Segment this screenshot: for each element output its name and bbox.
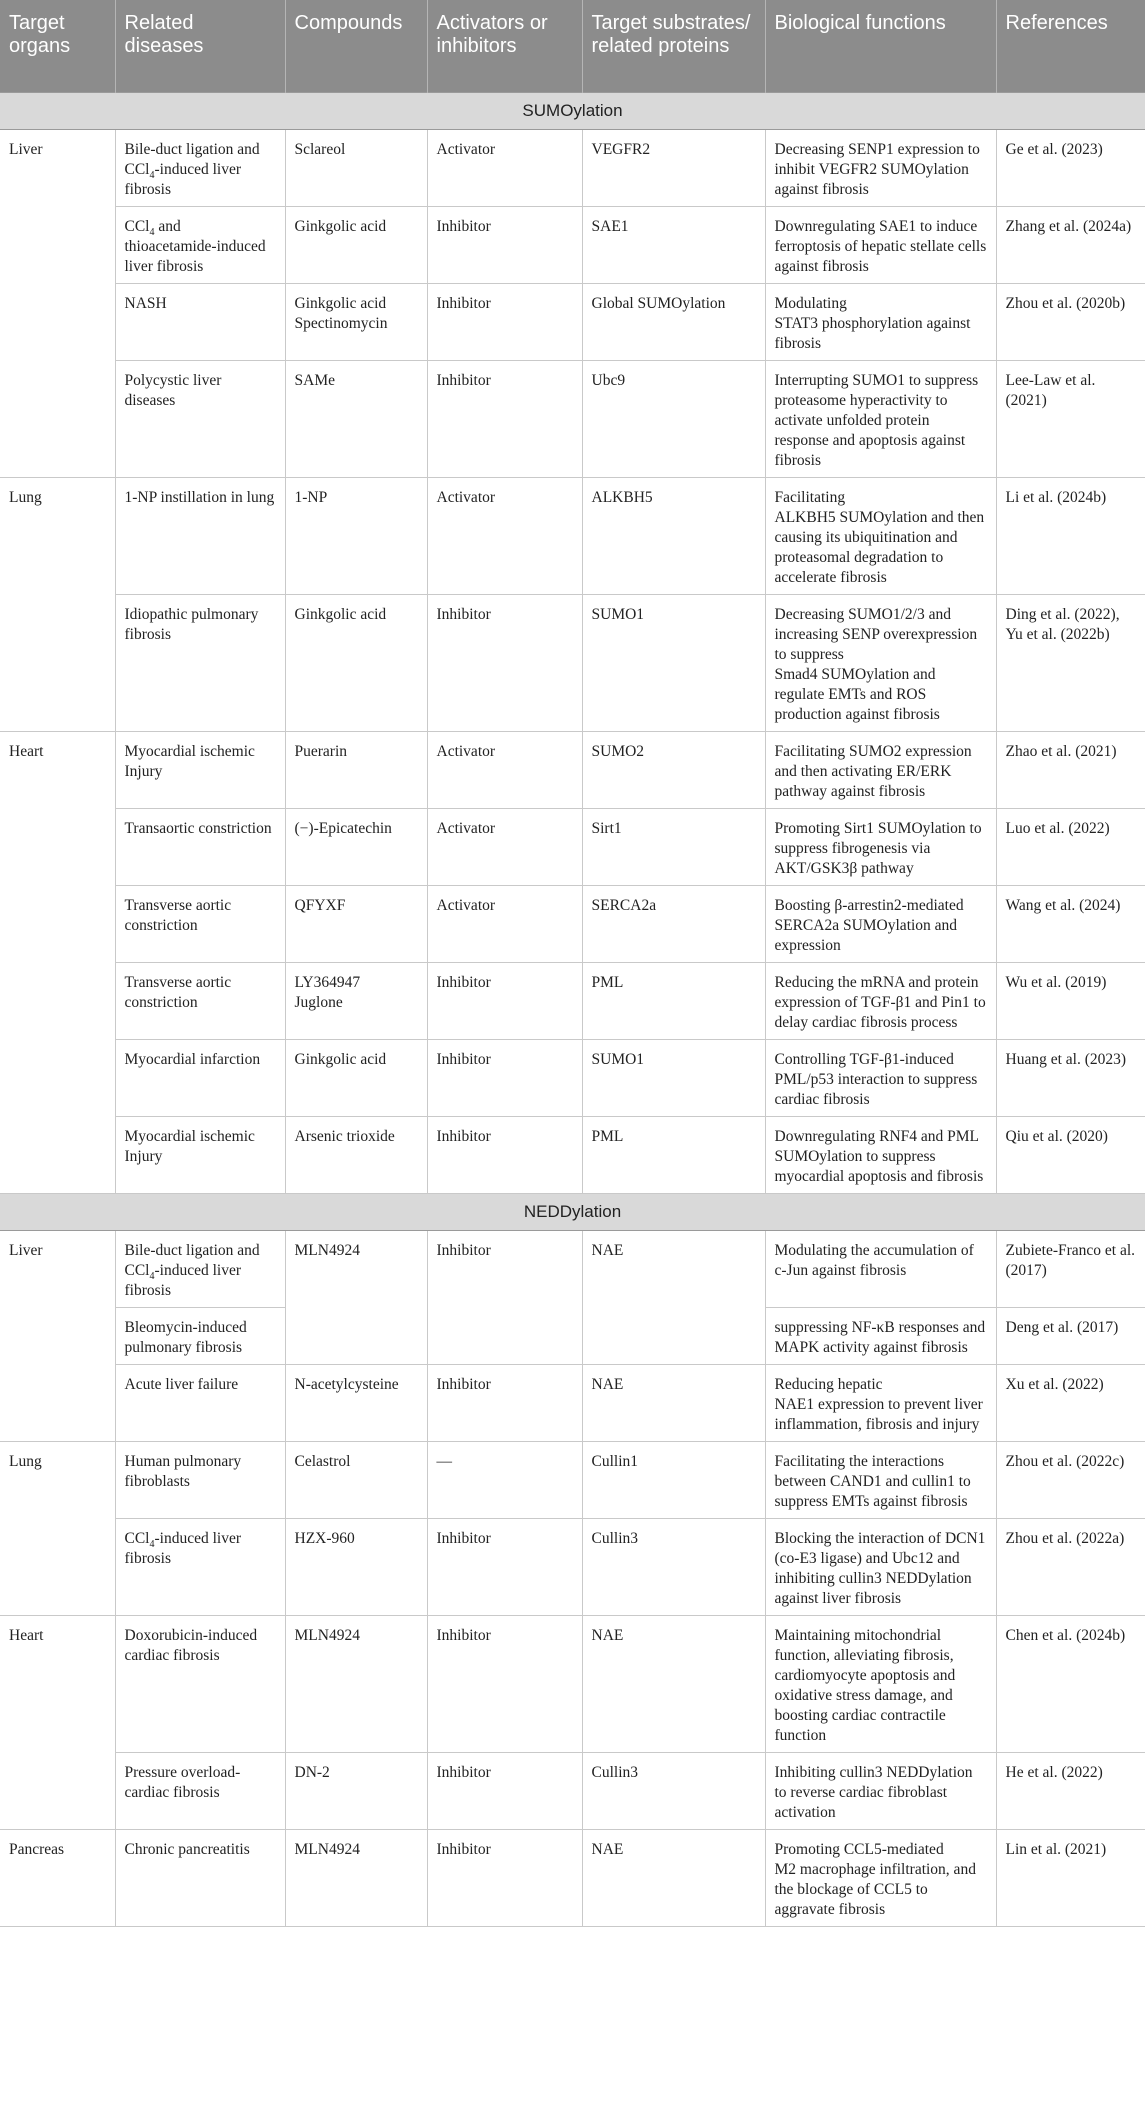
cell-related-disease: Transverse aortic constriction [115, 963, 285, 1040]
cell-target-substrate: Ubc9 [582, 361, 765, 478]
cell-target-substrate: VEGFR2 [582, 130, 765, 207]
cell-target-substrate: PML [582, 963, 765, 1040]
cell-target-organ: Heart [0, 1616, 115, 1830]
cell-related-disease: Idiopathic pulmonary fibrosis [115, 595, 285, 732]
cell-activator-inhibitor: Activator [427, 478, 582, 595]
cell-reference: Zhou et al. (2022c) [996, 1442, 1145, 1519]
cell-activator-inhibitor: Inhibitor [427, 1040, 582, 1117]
cell-reference: Zhao et al. (2021) [996, 732, 1145, 809]
cell-related-disease: Bleomycin-induced pulmonary fibrosis [115, 1308, 285, 1365]
cell-related-disease: CCl$_4$-induced liver fibrosis [115, 1519, 285, 1616]
cell-reference: He et al. (2022) [996, 1753, 1145, 1830]
table-row [0, 1040, 1145, 1117]
cell-target-organ: Liver [0, 1231, 115, 1442]
cell-related-disease: Polycystic liver diseases [115, 361, 285, 478]
table-row [0, 1519, 1145, 1616]
cell-activator-inhibitor: Inhibitor [427, 1753, 582, 1830]
cell-activator-inhibitor: Inhibitor [427, 361, 582, 478]
cell-biological-function: Inhibiting cullin3 NEDDylation to reverse cardiac fibroblast activation [765, 1753, 996, 1830]
table-row [0, 284, 1145, 361]
cell-reference: Zhang et al. (2024a) [996, 207, 1145, 284]
cell-related-disease: NASH [115, 284, 285, 361]
cell-reference: Zhou et al. (2020b) [996, 284, 1145, 361]
cell-biological-function: Downregulating SAE1 to induce ferroptosis of hepatic stellate cells against fibrosis [765, 207, 996, 284]
cell-biological-function: Facilitating SUMO2 expression and then activating ER/ERK pathway against fibrosis [765, 732, 996, 809]
cell-reference: Wang et al. (2024) [996, 886, 1145, 963]
cell-biological-function: suppressing NF-κB responses and MAPK activity against fibrosis [765, 1308, 996, 1365]
cell-reference: Ge et al. (2023) [996, 130, 1145, 207]
section-row [0, 93, 1145, 130]
cell-target-substrate: ALKBH5 [582, 478, 765, 595]
cell-target-substrate: SERCA2a [582, 886, 765, 963]
cell-biological-function: Reducing hepatic NAE1 expression to prevent liver inflammation, fibrosis and injury [765, 1365, 996, 1442]
section-title: NEDDylation [0, 1194, 1145, 1231]
table-row [0, 1365, 1145, 1442]
cell-related-disease: Pressure overload-cardiac fibrosis [115, 1753, 285, 1830]
header-related-diseases: Related diseases [115, 0, 285, 93]
table-row [0, 809, 1145, 886]
cell-reference: Zubiete-Franco et al. (2017) [996, 1231, 1145, 1308]
cell-activator-inhibitor: Activator [427, 886, 582, 963]
cell-activator-inhibitor: Inhibitor [427, 1830, 582, 1927]
table-row [0, 1616, 1145, 1753]
cell-target-substrate: NAE [582, 1616, 765, 1753]
section-row [0, 1194, 1145, 1231]
cell-compound: DN-2 [285, 1753, 427, 1830]
cell-reference: Ding et al. (2022), Yu et al. (2022b) [996, 595, 1145, 732]
cell-target-substrate: Global SUMOylation [582, 284, 765, 361]
cell-compound: HZX-960 [285, 1519, 427, 1616]
cell-biological-function: Promoting Sirt1 SUMOylation to suppress fibrogenesis via AKT/GSK3β pathway [765, 809, 996, 886]
table-row [0, 1753, 1145, 1830]
cell-reference: Zhou et al. (2022a) [996, 1519, 1145, 1616]
cell-target-substrate: Cullin3 [582, 1753, 765, 1830]
cell-related-disease: Human pulmonary fibroblasts [115, 1442, 285, 1519]
cell-related-disease: Bile-duct ligation and CCl$_4$-induced liver fibrosis [115, 130, 285, 207]
header-target-organs: Target organs [0, 0, 115, 93]
cell-target-organ: Lung [0, 478, 115, 732]
cell-activator-inhibitor: Inhibitor [427, 1616, 582, 1753]
cell-related-disease: Bile-duct ligation and CCl$_4$-induced liver fibrosis [115, 1231, 285, 1308]
cell-biological-function: Interrupting SUMO1 to suppress proteasome hyperactivity to activate unfolded protein response and apoptosis against fibrosis [765, 361, 996, 478]
cell-biological-function: Modulating STAT3 phosphorylation against fibrosis [765, 284, 996, 361]
cell-activator-inhibitor: Inhibitor [427, 284, 582, 361]
cell-activator-inhibitor: Inhibitor [427, 1519, 582, 1616]
cell-compound: MLN4924 [285, 1616, 427, 1753]
section-title: SUMOylation [0, 93, 1145, 130]
cell-biological-function: Controlling TGF-β1-induced PML/p53 interaction to suppress cardiac fibrosis [765, 1040, 996, 1117]
cell-target-substrate: Cullin1 [582, 1442, 765, 1519]
cell-target-organ: Liver [0, 130, 115, 478]
cell-compound: Ginkgolic acid Spectinomycin [285, 284, 427, 361]
cell-reference: Deng et al. (2017) [996, 1308, 1145, 1365]
cell-biological-function: Maintaining mitochondrial function, alleviating fibrosis, cardiomyocyte apoptosis and oxidative stress damage, and boosting cardiac contractile function [765, 1616, 996, 1753]
cell-target-substrate: SAE1 [582, 207, 765, 284]
cell-target-substrate: SUMO1 [582, 595, 765, 732]
cell-biological-function: Blocking the interaction of DCN1 (co-E3 ligase) and Ubc12 and inhibiting cullin3 NEDDylation against liver fibrosis [765, 1519, 996, 1616]
table-row [0, 130, 1145, 207]
cell-target-organ: Pancreas [0, 1830, 115, 1927]
cell-related-disease: Myocardial infarction [115, 1040, 285, 1117]
cell-reference: Xu et al. (2022) [996, 1365, 1145, 1442]
cell-activator-inhibitor: Inhibitor [427, 207, 582, 284]
table-row [0, 1231, 1145, 1308]
cell-activator-inhibitor: Inhibitor [427, 1365, 582, 1442]
table-row [0, 595, 1145, 732]
cell-compound: Ginkgolic acid [285, 207, 427, 284]
cell-related-disease: Chronic pancreatitis [115, 1830, 285, 1927]
header-compounds: Compounds [285, 0, 427, 93]
header-row [0, 0, 1145, 93]
table-row [0, 1117, 1145, 1194]
cell-compound: MLN4924 [285, 1231, 427, 1365]
cell-activator-inhibitor: Inhibitor [427, 595, 582, 732]
cell-reference: Lin et al. (2021) [996, 1830, 1145, 1927]
cell-compound: Puerarin [285, 732, 427, 809]
cell-biological-function: Facilitating ALKBH5 SUMOylation and then causing its ubiquitination and proteasomal degradation to accelerate fibrosis [765, 478, 996, 595]
cell-compound: N-acetylcysteine [285, 1365, 427, 1442]
cell-compound: Sclareol [285, 130, 427, 207]
cell-reference: Lee-Law et al. (2021) [996, 361, 1145, 478]
cell-compound: LY364947 Juglone [285, 963, 427, 1040]
cell-target-substrate: PML [582, 1117, 765, 1194]
cell-compound: MLN4924 [285, 1830, 427, 1927]
table-row [0, 361, 1145, 478]
cell-compound: QFYXF [285, 886, 427, 963]
cell-target-organ: Heart [0, 732, 115, 1194]
cell-compound: SAMe [285, 361, 427, 478]
cell-activator-inhibitor: Activator [427, 130, 582, 207]
cell-biological-function: Decreasing SUMO1/2/3 and increasing SENP overexpression to suppress Smad4 SUMOylation and regulate EMTs and ROS production against fibrosis [765, 595, 996, 732]
cell-reference: Qiu et al. (2020) [996, 1117, 1145, 1194]
cell-reference: Chen et al. (2024b) [996, 1616, 1145, 1753]
cell-activator-inhibitor: Activator [427, 809, 582, 886]
cell-related-disease: Myocardial ischemic Injury [115, 1117, 285, 1194]
cell-activator-inhibitor: Inhibitor [427, 963, 582, 1040]
header-references: References [996, 0, 1145, 93]
cell-compound: Arsenic trioxide [285, 1117, 427, 1194]
cell-target-substrate: Cullin3 [582, 1519, 765, 1616]
table-row [0, 207, 1145, 284]
header-biological-functions: Biological functions [765, 0, 996, 93]
cell-related-disease: Transaortic constriction [115, 809, 285, 886]
cell-activator-inhibitor: Inhibitor [427, 1117, 582, 1194]
cell-related-disease: Transverse aortic constriction [115, 886, 285, 963]
cell-related-disease: Myocardial ischemic Injury [115, 732, 285, 809]
table-row [0, 886, 1145, 963]
cell-target-substrate: NAE [582, 1830, 765, 1927]
cell-target-substrate: SUMO1 [582, 1040, 765, 1117]
table-row [0, 1830, 1145, 1927]
table-body [0, 93, 1145, 1927]
cell-biological-function: Reducing the mRNA and protein expression of TGF-β1 and Pin1 to delay cardiac fibrosis process [765, 963, 996, 1040]
cell-target-substrate: Sirt1 [582, 809, 765, 886]
cell-biological-function: Downregulating RNF4 and PML SUMOylation to suppress myocardial apoptosis and fibrosis [765, 1117, 996, 1194]
cell-compound: 1-NP [285, 478, 427, 595]
cell-reference: Li et al. (2024b) [996, 478, 1145, 595]
cell-activator-inhibitor: Inhibitor [427, 1231, 582, 1365]
cell-target-substrate: NAE [582, 1365, 765, 1442]
cell-compound: Ginkgolic acid [285, 1040, 427, 1117]
table-row [0, 1442, 1145, 1519]
cell-compound: Celastrol [285, 1442, 427, 1519]
cell-activator-inhibitor: — [427, 1442, 582, 1519]
cell-biological-function: Facilitating the interactions between CAND1 and cullin1 to suppress EMTs against fibrosis [765, 1442, 996, 1519]
cell-target-organ: Lung [0, 1442, 115, 1616]
cell-related-disease: Acute liver failure [115, 1365, 285, 1442]
header-target-substrates: Target substrates/ related proteins [582, 0, 765, 93]
cell-reference: Wu et al. (2019) [996, 963, 1145, 1040]
cell-reference: Luo et al. (2022) [996, 809, 1145, 886]
cell-compound: Ginkgolic acid [285, 595, 427, 732]
cell-related-disease: 1-NP instillation in lung [115, 478, 285, 595]
cell-biological-function: Decreasing SENP1 expression to inhibit VEGFR2 SUMOylation against fibrosis [765, 130, 996, 207]
cell-reference: Huang et al. (2023) [996, 1040, 1145, 1117]
cell-compound: (−)-Epicatechin [285, 809, 427, 886]
cell-target-substrate: SUMO2 [582, 732, 765, 809]
cell-activator-inhibitor: Activator [427, 732, 582, 809]
cell-biological-function: Promoting CCL5-mediated M2 macrophage infiltration, and the blockage of CCL5 to aggravate fibrosis [765, 1830, 996, 1927]
cell-related-disease: Doxorubicin-induced cardiac fibrosis [115, 1616, 285, 1753]
table-row [0, 478, 1145, 595]
table-row [0, 963, 1145, 1040]
cell-biological-function: Boosting β-arrestin2-mediated SERCA2a SUMOylation and expression [765, 886, 996, 963]
cell-related-disease: CCl$_4$ and thioacetamide-induced liver fibrosis [115, 207, 285, 284]
cell-biological-function: Modulating the accumulation of c-Jun against fibrosis [765, 1231, 996, 1308]
cell-target-substrate: NAE [582, 1231, 765, 1365]
table-row [0, 732, 1145, 809]
header-activators-inhibitors: Activators or inhibitors [427, 0, 582, 93]
